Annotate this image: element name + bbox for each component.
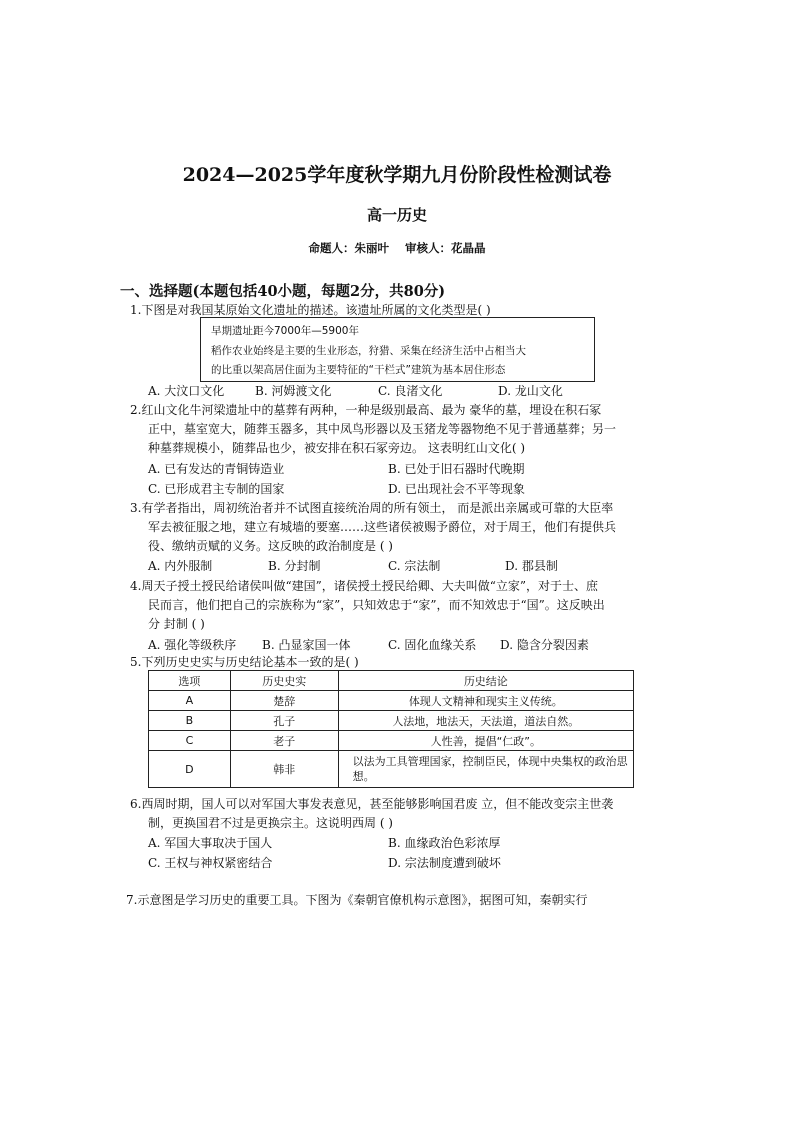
table-cell: A	[149, 691, 231, 711]
question-3-line: 3.有学者指出，周初统治者并不试图直接统治周的所有领土， 而是派出亲属或可靠的大臣率	[130, 501, 614, 515]
table-row	[149, 751, 634, 788]
exam-subject: 高一历史	[366, 206, 427, 224]
question-5-stem: 5.下列历史史实与历史结论基本一致的是( )	[130, 655, 359, 669]
table-header-cell: 历史史实	[230, 671, 338, 691]
table-row	[149, 731, 634, 751]
table-cell: 老子	[230, 731, 338, 751]
table-header-row	[149, 671, 634, 691]
question-4-line: 民而言，他们把自己的宗族称为“家”，只知效忠于“家”，而不知效忠于“国”。这反映出	[148, 598, 605, 612]
question-4-line: 4.周天子授土授民给诸侯叫做“建国”，诸侯授土授民给卿、大夫叫做“立家”，对于士、庶	[130, 579, 598, 593]
question-2-option-c[interactable]: C. 已形成君主专制的国家	[148, 482, 285, 496]
question-1-option-a[interactable]: A. 大汶口文化	[148, 384, 225, 398]
question-4-option-d[interactable]: D. 隐含分裂因素	[500, 638, 589, 652]
table-cell: 人法地，地法天，天法道，道法自然。	[338, 711, 633, 731]
question-3-line: 军去被征服之地，建立有城墙的要塞……这些诸侯被赐予爵位，对于周王，他们有提供兵	[148, 520, 617, 534]
question-6-option-b[interactable]: B. 血缘政治色彩浓厚	[388, 836, 501, 850]
table-header-cell: 历史结论	[338, 671, 633, 691]
reviewer-label: 审核人：花晶晶	[405, 241, 486, 255]
question-6-option-d[interactable]: D. 宗法制度遭到破坏	[388, 856, 501, 870]
question-4-option-b[interactable]: B. 凸显家国一体	[262, 638, 351, 652]
question-7-stem: 7.示意图是学习历史的重要工具。下图为《秦朝官僚机构示意图》，据图可知，秦朝实行	[126, 893, 588, 907]
question-2-option-d[interactable]: D. 已出现社会不平等现象	[388, 482, 525, 496]
question-3-option-a[interactable]: A. 内外服制	[148, 559, 213, 573]
material-line: 的比重以架高居住面为主要特征的“干栏式”建筑为基本居住形态	[211, 364, 506, 376]
question-3-option-c[interactable]: C. 宗法制	[388, 559, 441, 573]
table-cell: 楚辞	[230, 691, 338, 711]
exam-title: 2024—2025学年度秋学期九月份阶段性检测试卷	[182, 164, 612, 186]
question-4-line: 分 封制 ( )	[148, 617, 205, 631]
table-cell: 以法为工具管理国家，控制臣民，体现中央集权的政治思想。	[338, 751, 633, 788]
table-header-cell: 选项	[149, 671, 231, 691]
question-1-stem: 1.下图是对我国某原始文化遗址的描述。该遗址所属的文化类型是( )	[130, 303, 491, 317]
question-4-option-a[interactable]: A. 强化等级秩序	[148, 638, 237, 652]
question-6-option-c[interactable]: C. 王权与神权紧密结合	[148, 856, 273, 870]
table-cell: 体现人文精神和现实主义传统。	[338, 691, 633, 711]
material-line: 早期遗址距今7000年—5900年	[211, 325, 359, 337]
question-3-option-d[interactable]: D. 郡县制	[505, 559, 558, 573]
table-cell: 人性善，提倡“仁政”。	[338, 731, 633, 751]
table-cell: 孔子	[230, 711, 338, 731]
question-6-line: 制，更换国君不过是更换宗主。这说明西周 ( )	[148, 816, 393, 830]
question-2-line: 正中，墓室宽大，随葬玉器多，其中凤鸟形器以及玉猪龙等器物绝不见于普通墓葬；另一	[148, 422, 617, 436]
question-1-option-c[interactable]: C. 良渚文化	[378, 384, 443, 398]
question-6-option-a[interactable]: A. 军国大事取决于国人	[148, 836, 273, 850]
question-3-option-b[interactable]: B. 分封制	[268, 559, 321, 573]
question-5-table	[148, 670, 634, 788]
table-cell: B	[149, 711, 231, 731]
question-4-option-c[interactable]: C. 固化血缘关系	[388, 638, 477, 652]
question-2-option-a[interactable]: A. 已有发达的青铜铸造业	[148, 462, 285, 476]
material-line: 稻作农业始终是主要的生业形态，狩猎、采集在经济生活中占相当大	[211, 345, 526, 357]
question-2-option-b[interactable]: B. 已处于旧石器时代晚期	[388, 462, 525, 476]
author-label: 命题人：朱丽叶	[308, 241, 389, 255]
question-3-line: 役、缴纳贡赋的义务。这反映的政治制度是 ( )	[148, 539, 393, 553]
question-1-option-b[interactable]: B. 河姆渡文化	[255, 384, 332, 398]
table-row	[149, 691, 634, 711]
table-cell: D	[149, 751, 231, 788]
section-heading: 一、选择题(本题包括40小题，每题2分，共80分)	[120, 283, 446, 300]
question-1-option-d[interactable]: D. 龙山文化	[498, 384, 563, 398]
question-6-line: 6.西周时期，国人可以对军国大事发表意见，甚至能够影响国君废 立，但不能改变宗主世袭	[130, 797, 614, 811]
question-1-material-box	[200, 317, 595, 382]
table-cell: 韩非	[230, 751, 338, 788]
question-2-line: 2.红山文化牛河梁遗址中的墓葬有两种，一种是级别最高、最为 豪华的墓，埋设在积石冢	[130, 403, 602, 417]
table-cell: C	[149, 731, 231, 751]
table-row	[149, 711, 634, 731]
question-2-line: 种墓葬规模小，随葬品也少，被安排在积石冢旁边。 这表明红山文化( )	[148, 441, 525, 455]
exam-authors	[0, 240, 794, 256]
